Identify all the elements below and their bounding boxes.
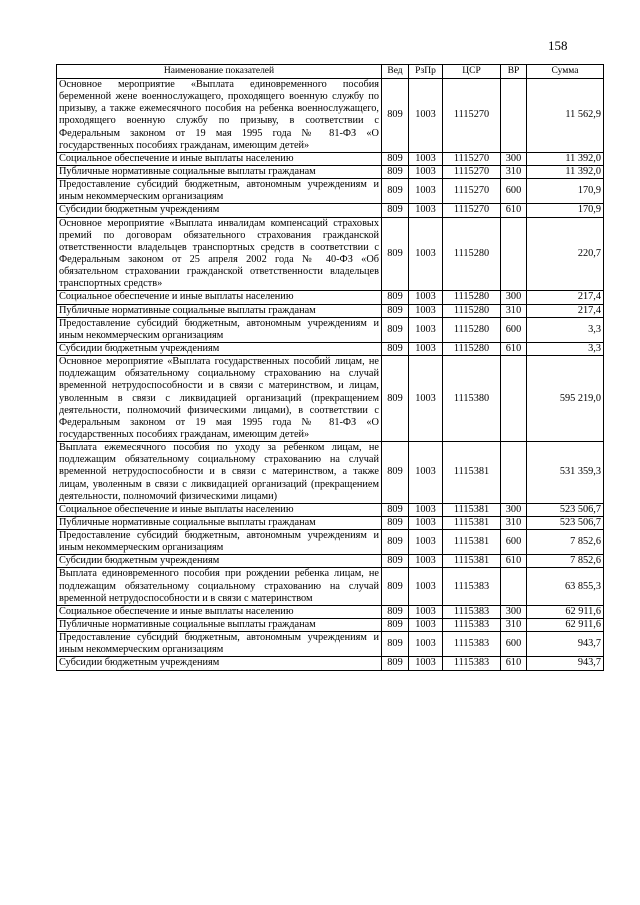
cell-vr: 600 [501, 317, 527, 342]
cell-rzpr: 1003 [409, 503, 443, 516]
cell-rzpr: 1003 [409, 179, 443, 204]
cell-vr: 300 [501, 291, 527, 304]
cell-name: Субсидии бюджетным учреждениям [57, 342, 382, 355]
cell-ved: 809 [382, 152, 409, 165]
budget-table [56, 64, 604, 671]
cell-rzpr: 1003 [409, 317, 443, 342]
cell-name: Социальное обеспечение и иные выплаты населению [57, 503, 382, 516]
cell-rzpr: 1003 [409, 217, 443, 291]
cell-sum: 943,7 [527, 657, 604, 670]
cell-csr: 1115270 [443, 179, 501, 204]
cell-sum: 595 219,0 [527, 356, 604, 442]
table-row [57, 342, 604, 355]
cell-sum: 11 392,0 [527, 165, 604, 178]
cell-vr: 610 [501, 657, 527, 670]
cell-rzpr: 1003 [409, 291, 443, 304]
header-vr: ВР [501, 65, 527, 79]
cell-name: Субсидии бюджетным учреждениям [57, 204, 382, 217]
cell-rzpr: 1003 [409, 304, 443, 317]
cell-rzpr: 1003 [409, 619, 443, 632]
cell-sum: 7 852,6 [527, 530, 604, 555]
cell-name: Социальное обеспечение и иные выплаты населению [57, 291, 382, 304]
table-row [57, 165, 604, 178]
cell-sum: 170,9 [527, 204, 604, 217]
table-row [57, 79, 604, 153]
cell-ved: 809 [382, 304, 409, 317]
cell-ved: 809 [382, 442, 409, 504]
cell-sum: 523 506,7 [527, 516, 604, 529]
header-sum: Сумма [527, 65, 604, 79]
cell-ved: 809 [382, 657, 409, 670]
cell-ved: 809 [382, 317, 409, 342]
cell-ved: 809 [382, 503, 409, 516]
cell-rzpr: 1003 [409, 516, 443, 529]
cell-csr: 1115270 [443, 79, 501, 153]
cell-name: Основное мероприятие «Выплата государственных пособий лицам, не подлежащим обязательному социальному страхованию на случай временной нетрудоспособности и в связи с материнством, и лицам, уволенным в связи с ликвидацией организаций (прекращением деятельности, полномочий физическими лицами), в соответствии с Федеральным законом от 19 мая 1995 года № 81-ФЗ «О государственных пособиях гражданам, имеющим детей» [57, 356, 382, 442]
cell-vr [501, 568, 527, 605]
cell-name: Публичные нормативные социальные выплаты гражданам [57, 165, 382, 178]
cell-vr: 610 [501, 555, 527, 568]
cell-name: Предоставление субсидий бюджетным, автономным учреждениям и иным некоммерческим организациям [57, 317, 382, 342]
cell-name: Публичные нормативные социальные выплаты гражданам [57, 304, 382, 317]
cell-csr: 1115280 [443, 304, 501, 317]
header-csr: ЦСР [443, 65, 501, 79]
cell-name: Субсидии бюджетным учреждениям [57, 657, 382, 670]
cell-vr: 600 [501, 179, 527, 204]
cell-ved: 809 [382, 555, 409, 568]
table-row [57, 516, 604, 529]
cell-csr: 1115383 [443, 632, 501, 657]
cell-rzpr: 1003 [409, 152, 443, 165]
table-row [57, 179, 604, 204]
cell-csr: 1115280 [443, 291, 501, 304]
cell-ved: 809 [382, 204, 409, 217]
cell-vr: 610 [501, 342, 527, 355]
header-rzpr: РзПр [409, 65, 443, 79]
cell-vr: 300 [501, 605, 527, 618]
cell-csr: 1115381 [443, 442, 501, 504]
cell-csr: 1115383 [443, 605, 501, 618]
header-ved: Вед [382, 65, 409, 79]
cell-sum: 217,4 [527, 291, 604, 304]
cell-name: Основное мероприятие «Выплата единовременного пособия беременной жене военнослужащего, проходящего военную службу по призыву, а также ежемесячного пособия на ребенка военнослужащего, проходящего военную службу по призыву, в соответствии с Федеральным законом от 19 мая 1995 года № 81-ФЗ «О государственных пособиях гражданам, имеющим детей» [57, 79, 382, 153]
cell-vr: 310 [501, 304, 527, 317]
cell-sum: 3,3 [527, 342, 604, 355]
page-number: 158 [548, 38, 568, 53]
cell-rzpr: 1003 [409, 342, 443, 355]
cell-rzpr: 1003 [409, 204, 443, 217]
table-row [57, 605, 604, 618]
table-row [57, 555, 604, 568]
cell-rzpr: 1003 [409, 632, 443, 657]
cell-csr: 1115270 [443, 165, 501, 178]
cell-name: Субсидии бюджетным учреждениям [57, 555, 382, 568]
cell-rzpr: 1003 [409, 605, 443, 618]
table-header-row [57, 65, 604, 79]
header-name: Наименование показателей [57, 65, 382, 79]
cell-rzpr: 1003 [409, 165, 443, 178]
cell-ved: 809 [382, 79, 409, 153]
cell-name: Предоставление субсидий бюджетным, автономным учреждениям и иным некоммерческим организациям [57, 632, 382, 657]
cell-sum: 62 911,6 [527, 619, 604, 632]
cell-vr: 300 [501, 152, 527, 165]
cell-name: Публичные нормативные социальные выплаты гражданам [57, 619, 382, 632]
cell-ved: 809 [382, 179, 409, 204]
cell-rzpr: 1003 [409, 442, 443, 504]
cell-vr [501, 442, 527, 504]
cell-sum: 63 855,3 [527, 568, 604, 605]
table-row [57, 217, 604, 291]
cell-ved: 809 [382, 568, 409, 605]
cell-vr: 600 [501, 632, 527, 657]
cell-name: Предоставление субсидий бюджетным, автономным учреждениям и иным некоммерческим организациям [57, 179, 382, 204]
cell-sum: 170,9 [527, 179, 604, 204]
cell-ved: 809 [382, 632, 409, 657]
cell-ved: 809 [382, 342, 409, 355]
cell-rzpr: 1003 [409, 79, 443, 153]
cell-vr: 300 [501, 503, 527, 516]
cell-rzpr: 1003 [409, 356, 443, 442]
cell-sum: 11 562,9 [527, 79, 604, 153]
cell-ved: 809 [382, 516, 409, 529]
cell-name: Выплата ежемесячного пособия по уходу за ребенком лицам, не подлежащим обязательному социальному страхованию на случай временной нетрудоспособности и в связи с материнством, а также лицам, уволенным в связи с ликвидацией организаций (прекращением деятельности, полномочий физическими лицами) [57, 442, 382, 504]
table-row [57, 304, 604, 317]
cell-csr: 1115270 [443, 204, 501, 217]
cell-rzpr: 1003 [409, 657, 443, 670]
table-row [57, 632, 604, 657]
cell-name: Предоставление субсидий бюджетным, автономным учреждениям и иным некоммерческим организациям [57, 530, 382, 555]
cell-rzpr: 1003 [409, 530, 443, 555]
cell-name: Социальное обеспечение и иные выплаты населению [57, 605, 382, 618]
cell-csr: 1115380 [443, 356, 501, 442]
table-row [57, 291, 604, 304]
cell-name: Выплата единовременного пособия при рождении ребенка лицам, не подлежащим обязательному социальному страхованию на случай временной нетрудоспособности и в связи с материнством [57, 568, 382, 605]
cell-csr: 1115381 [443, 516, 501, 529]
cell-ved: 809 [382, 165, 409, 178]
table-row [57, 503, 604, 516]
cell-sum: 7 852,6 [527, 555, 604, 568]
cell-vr: 600 [501, 530, 527, 555]
cell-vr: 310 [501, 619, 527, 632]
cell-sum: 3,3 [527, 317, 604, 342]
cell-sum: 531 359,3 [527, 442, 604, 504]
cell-sum: 62 911,6 [527, 605, 604, 618]
table-row [57, 619, 604, 632]
cell-name: Основное мероприятие «Выплата инвалидам компенсаций страховых премий по договорам обязательного страхования гражданской ответственности владельцев транспортных средств в соответствии с Федеральным законом от 25 апреля 2002 года № 40-ФЗ «Об обязательном страховании гражданской ответственности владельцев транспортных средств» [57, 217, 382, 291]
cell-rzpr: 1003 [409, 555, 443, 568]
cell-name: Публичные нормативные социальные выплаты гражданам [57, 516, 382, 529]
cell-sum: 523 506,7 [527, 503, 604, 516]
cell-rzpr: 1003 [409, 568, 443, 605]
cell-sum: 943,7 [527, 632, 604, 657]
table-row [57, 530, 604, 555]
cell-csr: 1115280 [443, 342, 501, 355]
cell-vr: 310 [501, 516, 527, 529]
cell-csr: 1115381 [443, 530, 501, 555]
cell-vr: 310 [501, 165, 527, 178]
table-row [57, 657, 604, 670]
cell-csr: 1115280 [443, 317, 501, 342]
cell-vr: 610 [501, 204, 527, 217]
cell-csr: 1115381 [443, 555, 501, 568]
cell-csr: 1115383 [443, 568, 501, 605]
table-row [57, 568, 604, 605]
cell-ved: 809 [382, 217, 409, 291]
cell-name: Социальное обеспечение и иные выплаты населению [57, 152, 382, 165]
table-row [57, 204, 604, 217]
cell-vr [501, 217, 527, 291]
cell-ved: 809 [382, 356, 409, 442]
cell-csr: 1115383 [443, 619, 501, 632]
table-body [57, 79, 604, 671]
cell-ved: 809 [382, 619, 409, 632]
cell-ved: 809 [382, 605, 409, 618]
table-row [57, 442, 604, 504]
cell-vr [501, 356, 527, 442]
cell-csr: 1115383 [443, 657, 501, 670]
cell-ved: 809 [382, 291, 409, 304]
table-row [57, 356, 604, 442]
cell-sum: 220,7 [527, 217, 604, 291]
table-row [57, 317, 604, 342]
cell-sum: 11 392,0 [527, 152, 604, 165]
table-row [57, 152, 604, 165]
cell-ved: 809 [382, 530, 409, 555]
cell-sum: 217,4 [527, 304, 604, 317]
cell-csr: 1115270 [443, 152, 501, 165]
cell-csr: 1115381 [443, 503, 501, 516]
cell-vr [501, 79, 527, 153]
cell-csr: 1115280 [443, 217, 501, 291]
